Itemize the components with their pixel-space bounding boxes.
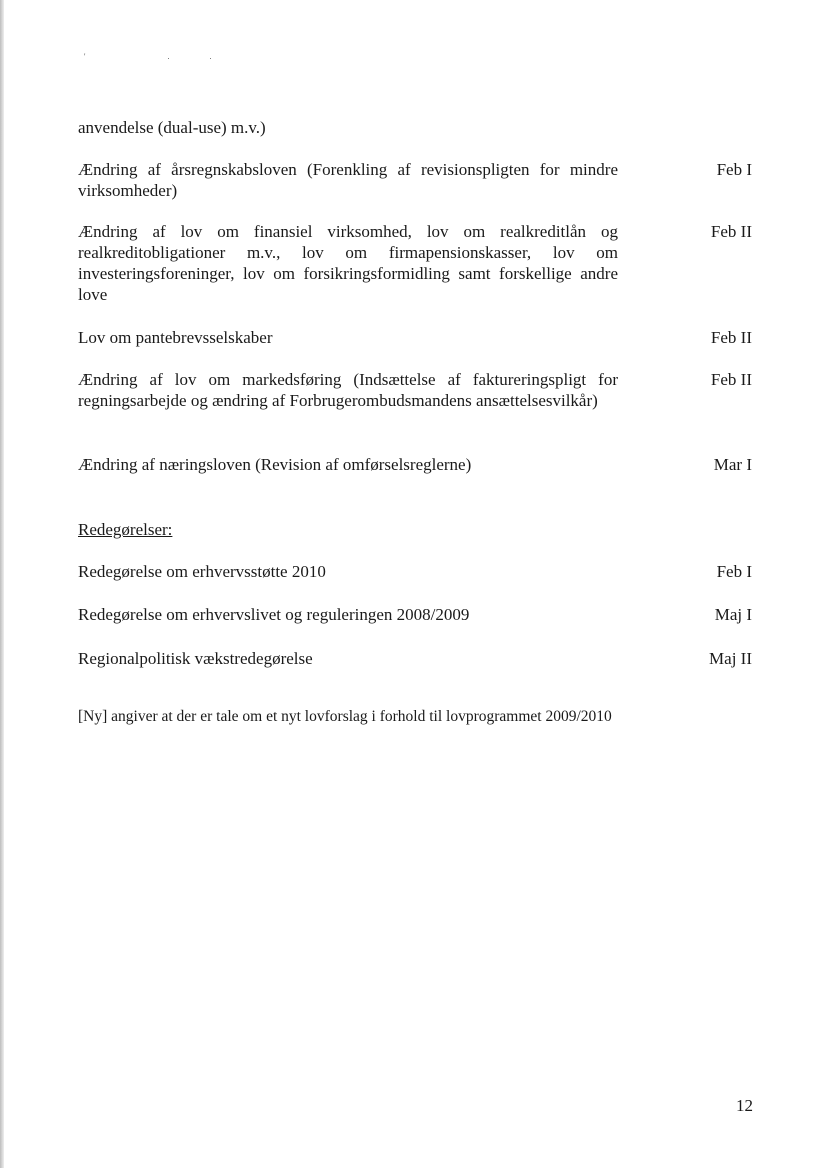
law-row: [78, 454, 752, 475]
page-number: 12: [736, 1096, 753, 1115]
report-row: [78, 604, 752, 625]
law-title: Ændring af lov om markedsføring (Indsættelse af faktureringspligt for regningsarbejde og ændring af Forbrugerombudsmandens ansættelsesvilkår): [78, 370, 618, 410]
report-title: Redegørelse om erhvervslivet og reguleringen 2008/2009: [78, 605, 470, 624]
law-row: [78, 327, 752, 348]
law-date: Feb II: [710, 328, 752, 347]
law-row: [78, 159, 752, 201]
scan-edge: [0, 0, 4, 1168]
law-title: Lov om pantebrevsselskaber: [78, 328, 273, 347]
report-date: Maj I: [714, 605, 752, 624]
reports-heading: Redegørelser:: [78, 520, 173, 539]
law-date: Feb II: [710, 370, 752, 389]
report-row: [78, 648, 752, 669]
footnote: [Ny] angiver at der er tale om et nyt lovforslag i forhold til lovprogrammet 2009/2010: [78, 708, 612, 725]
report-date: Maj II: [709, 649, 752, 668]
law-date: Mar I: [713, 455, 752, 474]
report-title: Redegørelse om erhvervsstøtte 2010: [78, 562, 326, 581]
law-continuation-text: anvendelse (dual-use) m.v.): [78, 118, 266, 137]
law-title: Ændring af næringsloven (Revision af omførselsreglerne): [78, 455, 472, 474]
law-title: Ændring af årsregnskabsloven (Forenkling af revisionspligten for mindre virksomheder): [78, 160, 618, 200]
scan-specks: ' ..: [84, 52, 252, 61]
law-row: [78, 369, 752, 411]
report-title: Regionalpolitisk vækstredegørelse: [78, 649, 313, 668]
law-date: Feb II: [710, 222, 752, 241]
report-date: Feb I: [716, 562, 752, 581]
law-title: Ændring af lov om finansiel virksomhed, lov om realkreditlån og realkreditobligationer m.v., lov om firmapensionskasser, lov om investeringsforeninger, lov om forsikringsformidling samt forskellige andre love: [78, 222, 618, 304]
law-continuation-row: [78, 117, 752, 138]
report-row: [78, 561, 752, 582]
law-row: [78, 221, 752, 305]
law-date: Feb I: [716, 160, 752, 179]
